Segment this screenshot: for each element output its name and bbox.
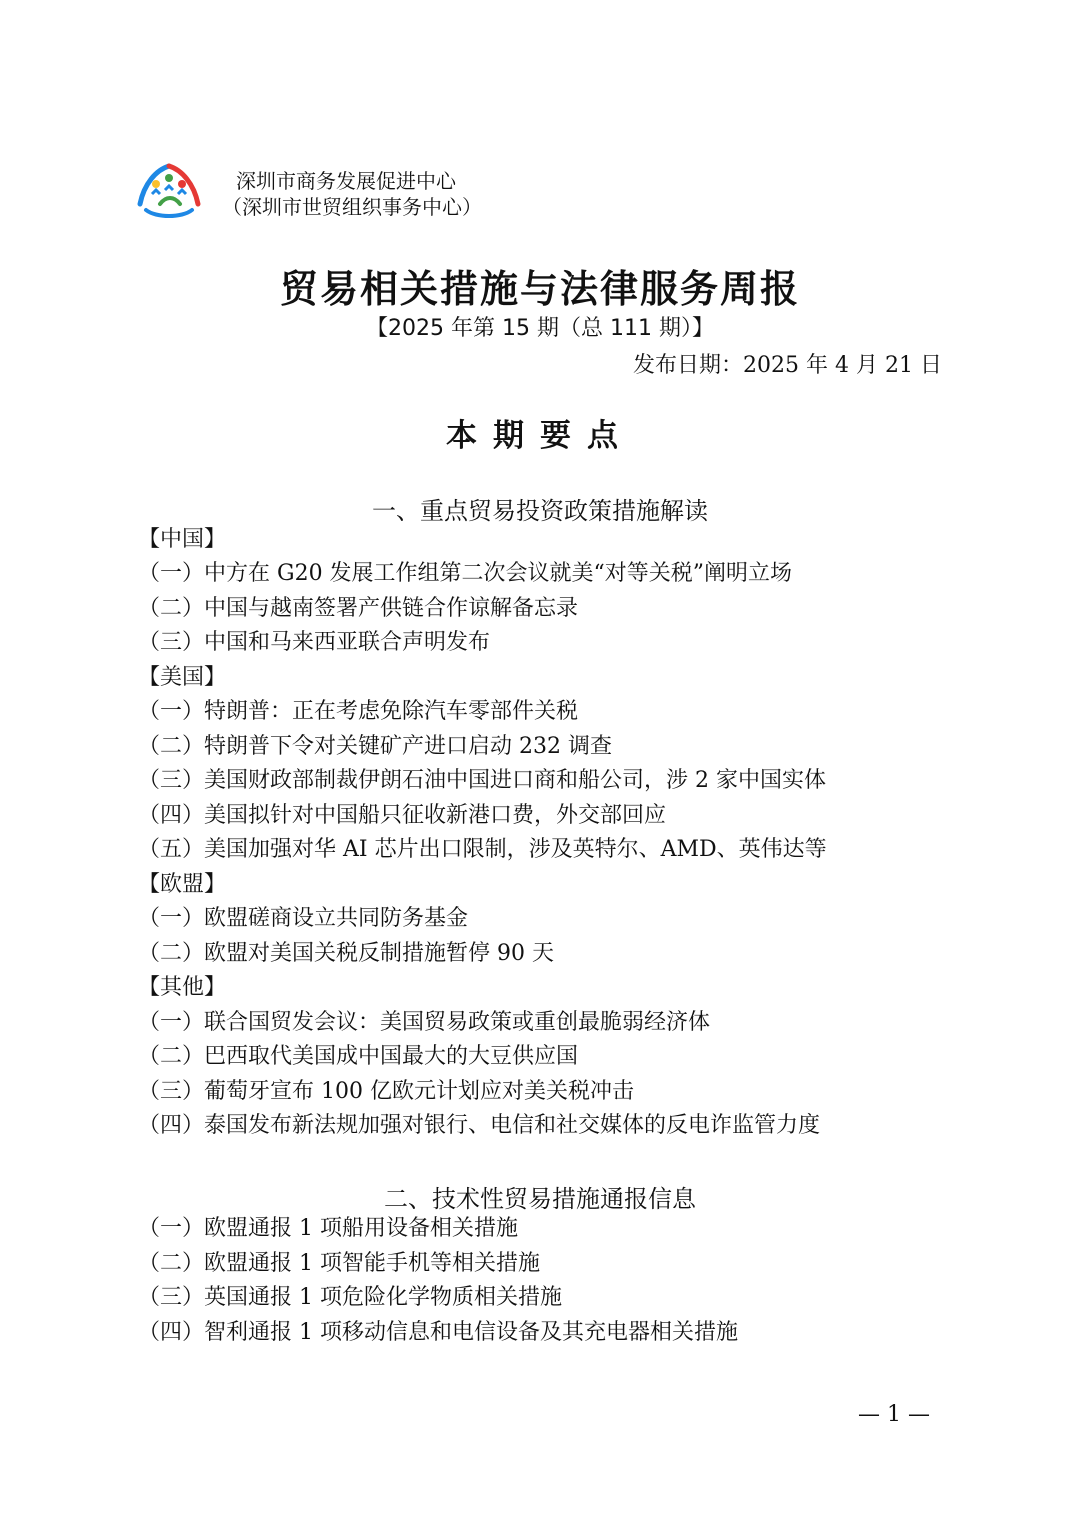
china-label: 【中国】 [138,527,227,552]
list-item: （五）美国加强对华 AI 芯片出口限制，涉及英特尔、AMD、英伟达等 [138,837,827,862]
list-item: （二）特朗普下令对关键矿产进口启动 232 调查 [138,734,612,759]
list-item: （三）中国和马来西亚联合声明发布 [138,630,491,655]
list-item: （四）智利通报 1 项移动信息和电信设备及其充电器相关措施 [138,1320,738,1345]
list-item: （三）葡萄牙宣布 100 亿欧元计划应对美关税冲击 [138,1079,634,1104]
page-number: — 1 — [858,1402,930,1427]
list-item: （四）美国拟针对中国船只征收新港口费，外交部回应 [138,803,667,828]
other-label: 【其他】 [138,975,227,1000]
organization-logo [136,160,202,220]
organization-subname: （深圳市世贸组织事务中心） [222,195,482,219]
list-item: （四）泰国发布新法规加强对银行、电信和社交媒体的反电诈监管力度 [138,1113,821,1138]
section2-heading: 二、技术性贸易措施通报信息 [384,1185,696,1213]
list-item: （二）欧盟通报 1 项智能手机等相关措施 [138,1251,540,1276]
us-label: 【美国】 [138,665,227,690]
list-item: （一）欧盟磋商设立共同防务基金 [138,906,469,931]
list-item: （三）美国财政部制裁伊朗石油中国进口商和船公司，涉 2 家中国实体 [138,768,826,793]
list-item: （二）中国与越南签署产供链合作谅解备忘录 [138,596,579,621]
list-item: （二）巴西取代美国成中国最大的大豆供应国 [138,1044,579,1069]
publish-date: 发布日期：2025 年 4 月 21 日 [633,353,942,378]
list-item: （一）特朗普：正在考虑免除汽车零部件关税 [138,699,579,724]
list-item: （一）欧盟通报 1 项船用设备相关措施 [138,1216,518,1241]
highlights-heading: 本期要点 [446,418,634,454]
list-item: （一）中方在 G20 发展工作组第二次会议就美“对等关税”阐明立场 [138,561,793,586]
list-item: （三）英国通报 1 项危险化学物质相关措施 [138,1285,562,1310]
issue-number: 【2025 年第 15 期（总 111 期）】 [366,316,714,341]
list-item: （一）联合国贸发会议：美国贸易政策或重创最脆弱经济体 [138,1010,711,1035]
list-item: （二）欧盟对美国关税反制措施暂停 90 天 [138,941,554,966]
section1-heading: 一、重点贸易投资政策措施解读 [372,497,708,525]
eu-label: 【欧盟】 [138,872,227,897]
page-title: 贸易相关措施与法律服务周报 [279,266,800,311]
organization-name: 深圳市商务发展促进中心 [236,169,456,193]
